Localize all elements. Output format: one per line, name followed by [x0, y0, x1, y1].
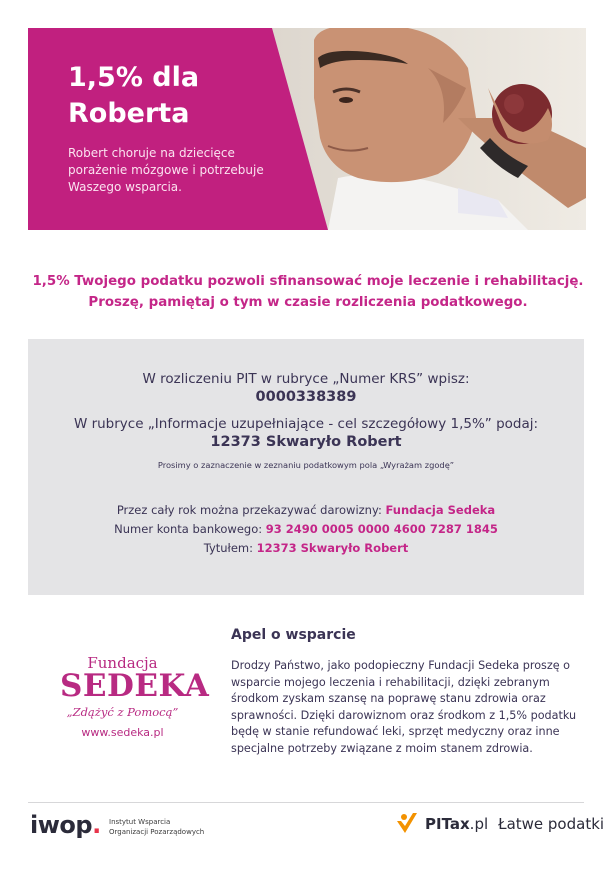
hero-banner	[28, 28, 586, 230]
title-label: Tytułem:	[203, 541, 253, 555]
sedeka-logo	[60, 650, 210, 745]
iwop-logo-text: iwop	[30, 811, 93, 839]
pitax-domain: .pl	[469, 815, 489, 833]
consent-note: Prosimy o zaznaczenie w zeznaniu podatkowym pola „Wyrażam zgodę”	[157, 460, 455, 470]
goal-question: W rubryce „Informacje uzupełniające - cel szczegółowy 1,5%” podaj:	[73, 416, 539, 432]
sedeka-website-link[interactable]: www.sedeka.pl	[81, 726, 164, 739]
title-line	[28, 541, 584, 555]
hero-subtitle: Robert choruje na dziecięce porażenie mózgowe i potrzebuje Waszego wsparcia.	[68, 146, 264, 194]
pitax-tagline: Łatwe podatki	[498, 815, 605, 833]
hero-title-line1: 1,5% dla	[68, 62, 200, 93]
logo-tagline: „Zdążyć z Pomocą”	[66, 705, 179, 719]
iwop-subtitle	[109, 817, 239, 837]
account-number: 93 2490 0005 0000 4600 7287 1845	[265, 522, 498, 536]
pitax-logo	[425, 815, 604, 833]
title-value: 12373 Skwaryło Robert	[256, 541, 409, 555]
donation-org: Fundacja Sedeka	[385, 503, 496, 517]
intro-line1: 1,5% Twojego podatku pozwoli sfinansować moje leczenie i rehabilitację.	[32, 274, 584, 289]
krs-question: W rozliczeniu PIT w rubryce „Numer KRS” wpisz:	[142, 371, 470, 387]
appeal-heading: Apel o wsparcie	[231, 627, 356, 643]
iwop-logo	[30, 811, 101, 839]
goal-value: 12373 Skwaryło Robert	[210, 434, 402, 450]
footer-divider	[28, 802, 584, 803]
logo-name: SEDEKA	[60, 668, 210, 704]
iwop-sub-line2: Organizacji Pozarządowych	[109, 828, 205, 836]
iwop-logo-dot: .	[92, 811, 101, 839]
intro-text	[0, 271, 616, 313]
account-line	[28, 522, 584, 536]
account-label: Numer konta bankowego:	[114, 522, 263, 536]
logo-top-text: Fundacja	[87, 654, 158, 672]
iwop-sub-line1: Instytut Wsparcia	[109, 818, 171, 826]
krs-number: 0000338389	[255, 389, 357, 405]
hero-title-line2: Roberta	[68, 98, 190, 129]
tax-info-panel	[28, 339, 584, 595]
intro-line2: Proszę, pamiętaj o tym w czasie rozliczenia podatkowego.	[88, 295, 528, 310]
donation-label: Przez cały rok można przekazywać darowizny:	[116, 503, 382, 517]
donation-line	[28, 503, 584, 517]
hero-title	[68, 60, 248, 132]
pitax-check-icon	[395, 811, 419, 835]
pitax-brand: PITax	[425, 815, 470, 833]
appeal-body: Drodzy Państwo, jako podopieczny Fundacji Sedeka proszę o wsparcie mojego leczenia i rehabilitacji, dzięki zebranym środkom zyskam szansę na poprawę stanu zdrowia oraz sprawności. Dzięki darowiznom oraz środkom z 1,5% podatku będę w stanie refundować leki, sprzęt medyczny oraz inne specjalne potrzeby związane z moim stanem zdrowia.	[231, 659, 577, 755]
